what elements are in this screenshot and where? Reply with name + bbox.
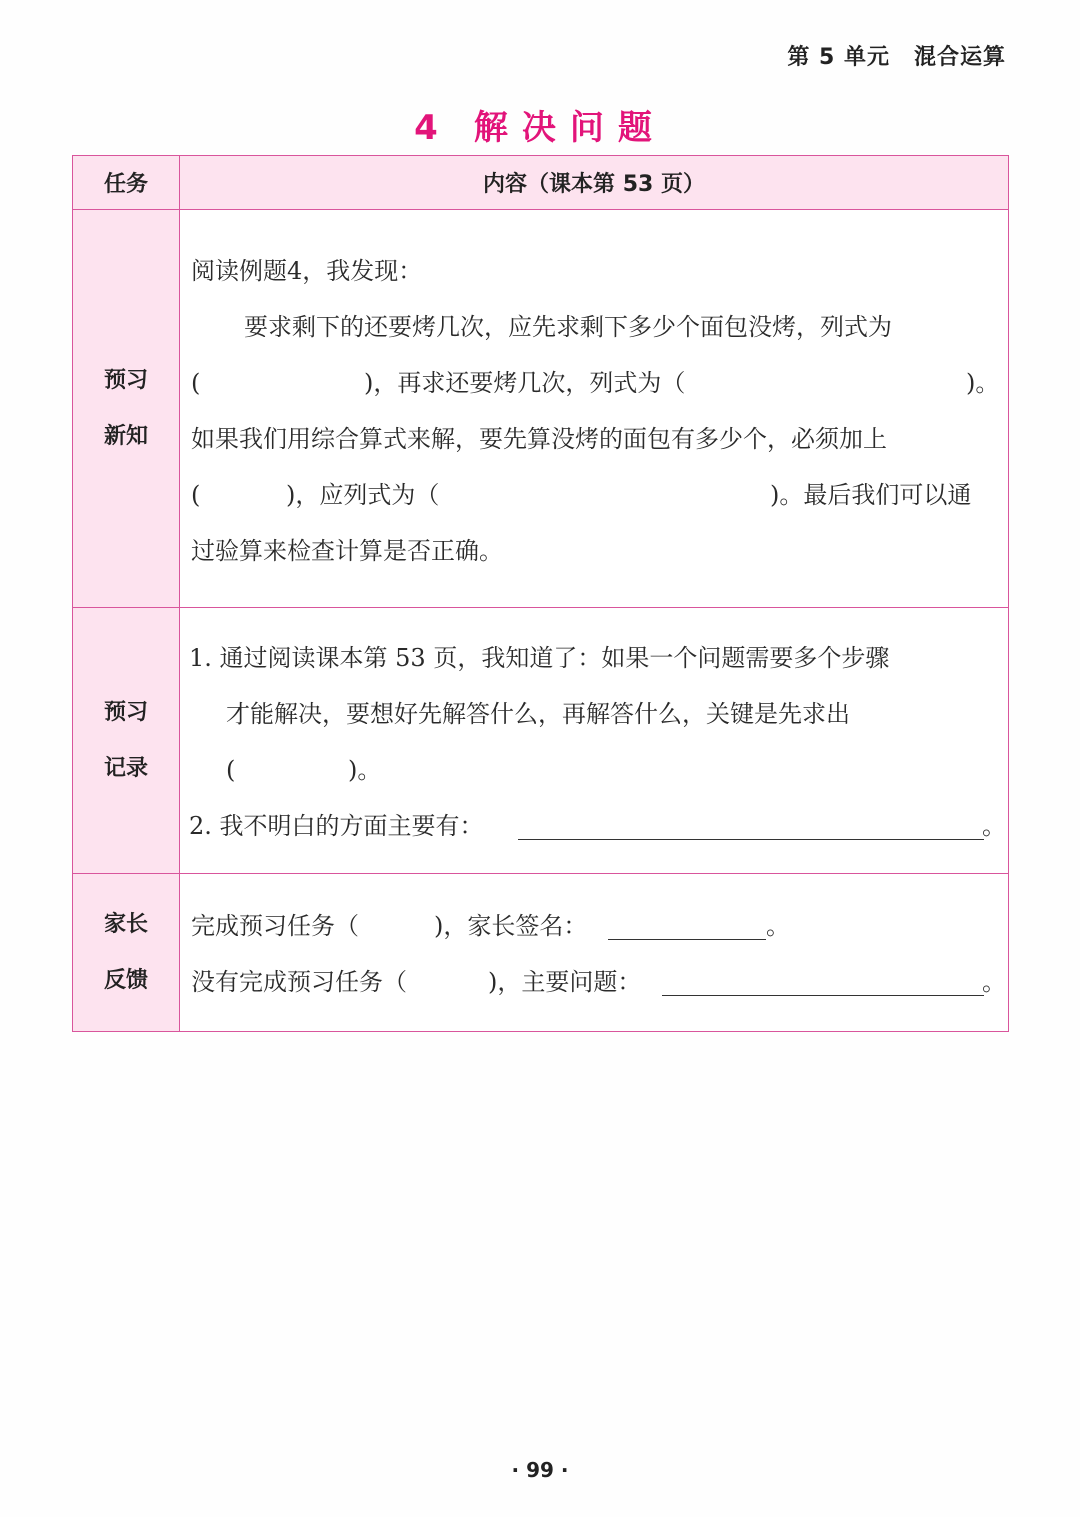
content-text: (	[191, 481, 201, 509]
content-line	[180, 523, 1008, 579]
content-text: 才能解决，要想好先解答什么，再解答什么，关键是先求出	[226, 700, 850, 728]
row-label-line: 新知	[103, 423, 148, 449]
task-table	[72, 155, 1009, 1032]
content-text: 2. 我不明白的方面主要有：	[189, 812, 484, 840]
content-text: 完成预习任务（	[191, 912, 359, 940]
problem-blank-line[interactable]	[662, 995, 984, 996]
content-line	[180, 630, 1008, 686]
signature-blank-line[interactable]	[608, 939, 766, 940]
row-content-preview-new	[180, 210, 1009, 608]
row-label-line: 反馈	[103, 967, 148, 993]
header-content: 内容（课本第 53 页）	[180, 156, 1009, 210]
table-row-preview-new	[73, 210, 1009, 608]
content-line	[180, 243, 1008, 299]
content-text: )，再求还要烤几次，列式为（	[364, 369, 686, 397]
content-line	[180, 898, 1008, 954]
unit-header	[787, 40, 1006, 71]
content-text: (	[226, 756, 236, 784]
content-text: 要求剩下的还要烤几次，应先求剩下多少个面包没烤，列式为	[244, 313, 892, 341]
content-text: 阅读例题4，我发现：	[191, 257, 423, 285]
content-text: )。最后我们可以通	[770, 481, 972, 509]
content-line	[180, 686, 1008, 742]
content-text: 。	[982, 968, 1006, 996]
content-text: 过验算来检查计算是否正确。	[191, 537, 503, 565]
content-text: 没有完成预习任务（	[191, 968, 407, 996]
page-number: · 99 ·	[511, 1458, 569, 1482]
row-label-line: 记录	[103, 755, 148, 781]
row-label-line: 预习	[103, 367, 148, 393]
lesson-name: 解决问题	[473, 108, 666, 148]
row-label-line: 预习	[103, 699, 148, 725]
content-text: (	[191, 369, 201, 397]
table-row-parent-feedback	[73, 874, 1009, 1032]
content-text: 。	[982, 812, 1006, 840]
content-text: )，应列式为（	[286, 481, 440, 509]
content-text: 1. 通过阅读课本第 53 页，我知道了：如果一个问题需要多个步骤	[189, 644, 890, 672]
content-line	[180, 798, 1008, 854]
unit-topic: 混合运算	[913, 45, 1006, 70]
content-line	[180, 742, 1008, 798]
row-content-parent-feedback	[180, 874, 1009, 1032]
table-row-preview-record	[73, 608, 1009, 874]
row-label-preview-record	[73, 608, 180, 874]
content-text: )。	[348, 756, 382, 784]
answer-blank-line[interactable]	[518, 839, 984, 840]
content-text: )，主要问题：	[488, 968, 642, 996]
table-header-row	[73, 156, 1009, 210]
row-label-line: 家长	[103, 911, 148, 937]
unit-number: 第 5 单元	[787, 45, 890, 70]
content-line	[180, 355, 1008, 411]
content-text: )。	[966, 369, 1000, 397]
content-line	[180, 467, 1008, 523]
content-text: 。	[766, 912, 790, 940]
row-label-preview-new	[73, 210, 180, 608]
lesson-number: 4	[414, 108, 438, 148]
content-line	[180, 299, 1008, 355]
header-task: 任务	[73, 156, 180, 210]
row-content-preview-record	[180, 608, 1009, 874]
content-text: )，家长签名：	[434, 912, 588, 940]
content-text: 如果我们用综合算式来解，要先算没烤的面包有多少个，必须加上	[191, 425, 887, 453]
content-line	[180, 411, 1008, 467]
lesson-title	[0, 100, 1080, 149]
content-line	[180, 954, 1008, 1010]
row-label-parent-feedback	[73, 874, 180, 1032]
